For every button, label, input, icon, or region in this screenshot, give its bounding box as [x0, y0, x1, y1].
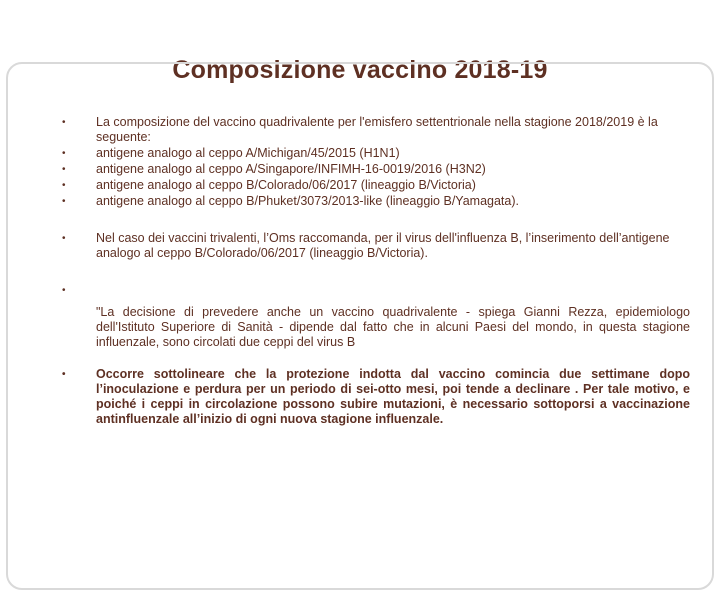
- bullet-marker: •: [62, 233, 66, 244]
- bullet-text: Occorre sottolineare che la protezione indotta dal vaccino comincia due settimane dopo l’inoculazione e perdura per un periodo di sei-otto mesi, poi tende a declinare . Per tale motivo, e poiché i ceppi in circolazione possono subire mutazioni, è necessario sottoporsi a vaccinazione antinfluenzale all’inizio di ogni nuova stagione influenzale.: [96, 367, 690, 426]
- bullet-marker: •: [62, 164, 66, 175]
- bullet-text: [96, 283, 692, 297]
- bullet-text: antigene analogo al ceppo B/Phuket/3073/2013-like (lineaggio B/Yamagata).: [96, 194, 519, 208]
- bullet-text: antigene analogo al ceppo B/Colorado/06/2017 (lineaggio B/Victoria): [96, 178, 476, 192]
- slide-title: Composizione vaccino 2018-19: [172, 56, 548, 84]
- paragraph-text: "La decisione di prevedere anche un vaccino quadrivalente - spiega Gianni Rezza, epidemiologo dell'Istituto Superiore di Sanità - dipende dal fatto che in alcuni Paesi del mondo, in questa stagione influenzale, sono circolati due ceppi del virus B: [96, 305, 690, 349]
- bullet-item: [62, 146, 692, 161]
- bullet-marker: •: [62, 180, 66, 191]
- bullet-marker: •: [62, 369, 66, 380]
- bullet-item: [62, 178, 692, 193]
- bullet-text: antigene analogo al ceppo A/Michigan/45/2015 (H1N1): [96, 146, 400, 160]
- slide-body: [62, 115, 692, 427]
- bullet-marker: •: [62, 148, 66, 159]
- bullet-item-empty: [62, 283, 692, 297]
- bullet-item: [62, 162, 692, 177]
- bullet-item: [62, 367, 692, 427]
- bullet-item: [62, 194, 692, 209]
- bullet-text: La composizione del vaccino quadrivalente per l'emisfero settentrionale nella stagione 2018/2019 è la seguente:: [96, 115, 658, 144]
- bullet-item: [62, 115, 692, 145]
- quote-paragraph: [62, 305, 692, 350]
- bullet-text: Nel caso dei vaccini trivalenti, l’Oms raccomanda, per il virus dell'influenza B, l’inserimento dell’antigene analogo al ceppo B/Colorado/06/2017 (lineaggio B/Victoria).: [96, 231, 670, 260]
- bullet-text: antigene analogo al ceppo A/Singapore/INFIMH-16-0019/2016 (H3N2): [96, 162, 486, 176]
- bullet-item: [62, 231, 692, 261]
- bullet-marker: •: [62, 196, 66, 207]
- bullet-marker: •: [62, 285, 66, 296]
- bullet-marker: •: [62, 117, 66, 128]
